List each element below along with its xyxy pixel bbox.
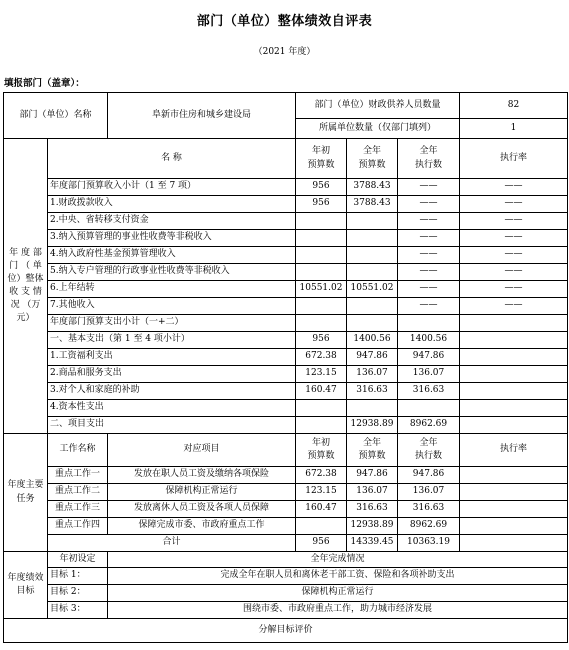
budget-row-name: 2.中央、省转移支付资金 <box>48 213 296 230</box>
task-row <box>4 501 568 518</box>
budget-row-full-budget <box>347 298 398 315</box>
budget-row-name: 二、项目支出 <box>48 417 296 434</box>
budget-row-full-budget: 1400.56 <box>347 332 398 349</box>
budget-row-full-exec: —— <box>398 196 460 213</box>
tasks-total-label: 合计 <box>48 535 296 552</box>
budget-row-full-budget: 947.86 <box>347 349 398 366</box>
budget-row <box>4 213 568 230</box>
budget-row-rate: —— <box>460 230 568 247</box>
budget-row-full-exec: —— <box>398 281 460 298</box>
task-rate <box>460 518 568 535</box>
budget-row-initial <box>296 298 347 315</box>
budget-col-initial: 年初 预算数 <box>296 139 347 179</box>
goals-col-done: 全年完成情况 <box>108 552 568 568</box>
dept-name-value: 阜新市住房和城乡建设局 <box>108 93 296 139</box>
budget-row-full-exec: —— <box>398 264 460 281</box>
budget-row-initial <box>296 213 347 230</box>
goal-row <box>4 585 568 602</box>
budget-row-name: 2.商品和服务支出 <box>48 366 296 383</box>
budget-row-full-budget: 10551.02 <box>347 281 398 298</box>
task-row <box>4 484 568 501</box>
tasks-col-initial: 年初 预算数 <box>296 434 347 467</box>
budget-row-full-exec: —— <box>398 247 460 264</box>
budget-row-initial: 123.15 <box>296 366 347 383</box>
task-row <box>4 467 568 484</box>
evaluation-table <box>3 92 567 643</box>
budget-row <box>4 349 568 366</box>
goal-label: 目标 2： <box>48 585 108 602</box>
budget-row-full-exec: 8962.69 <box>398 417 460 434</box>
tasks-col-task: 工作名称 <box>48 434 108 467</box>
task-item: 保障完成市委、市政府重点工作 <box>108 518 296 535</box>
dept-name-label: 部门（单位）名称 <box>4 93 108 139</box>
tasks-col-full-budget: 全年 预算数 <box>347 434 398 467</box>
budget-col-name: 名 称 <box>48 139 296 179</box>
budget-row-initial <box>296 230 347 247</box>
budget-row-rate <box>460 332 568 349</box>
budget-row-rate <box>460 349 568 366</box>
budget-row-initial <box>296 400 347 417</box>
budget-row-initial: 956 <box>296 196 347 213</box>
budget-row-rate <box>460 315 568 332</box>
task-item: 发放在职人员工资及缴纳各项保险 <box>108 467 296 484</box>
budget-row-full-budget <box>347 400 398 417</box>
header-row-1 <box>4 93 568 119</box>
budget-row <box>4 400 568 417</box>
budget-row-name: 3.纳入预算管理的事业性收费等非税收入 <box>48 230 296 247</box>
task-full-budget: 12938.89 <box>347 518 398 535</box>
budget-row-initial <box>296 247 347 264</box>
budget-row <box>4 383 568 400</box>
budget-row <box>4 179 568 196</box>
filler-label: 填报部门（盖章）： <box>4 78 85 89</box>
task-full-exec: 316.63 <box>398 501 460 518</box>
tasks-side-label: 年度主要任务 <box>4 434 48 552</box>
task-full-budget: 136.07 <box>347 484 398 501</box>
task-item: 发放离休人员工资及各项人员保障 <box>108 501 296 518</box>
task-row <box>4 518 568 535</box>
goal-label: 目标 3： <box>48 602 108 619</box>
task-initial: 123.15 <box>296 484 347 501</box>
task-initial: 160.47 <box>296 501 347 518</box>
budget-row-rate: —— <box>460 264 568 281</box>
budget-row <box>4 281 568 298</box>
budget-row-rate: —— <box>460 213 568 230</box>
budget-col-full-exec: 全年 执行数 <box>398 139 460 179</box>
budget-row <box>4 264 568 281</box>
budget-row-full-exec: —— <box>398 179 460 196</box>
task-name: 重点工作一 <box>48 467 108 484</box>
task-name: 重点工作四 <box>48 518 108 535</box>
budget-row-initial: 672.38 <box>296 349 347 366</box>
goal-row <box>4 568 568 585</box>
budget-row-rate <box>460 417 568 434</box>
budget-row-rate <box>460 400 568 417</box>
tasks-total-rate <box>460 535 568 552</box>
budget-row-name: 1.工资福利支出 <box>48 349 296 366</box>
budget-col-rate: 执行率 <box>460 139 568 179</box>
budget-row <box>4 366 568 383</box>
budget-side-label: 年 度 部 门 （ 单 位）整体 收 支 情 况 （万元） <box>4 139 48 434</box>
tasks-total-full-exec: 10363.19 <box>398 535 460 552</box>
budget-row <box>4 315 568 332</box>
budget-row-rate: —— <box>460 179 568 196</box>
budget-row-initial <box>296 315 347 332</box>
budget-row-full-budget <box>347 315 398 332</box>
tasks-header-row <box>4 434 568 467</box>
task-initial: 672.38 <box>296 467 347 484</box>
budget-row-initial <box>296 417 347 434</box>
budget-row-name: 4.纳入政府性基金预算管理收入 <box>48 247 296 264</box>
tasks-total-initial: 956 <box>296 535 347 552</box>
budget-row <box>4 230 568 247</box>
tasks-col-full-exec: 全年 执行数 <box>398 434 460 467</box>
budget-row-full-budget <box>347 247 398 264</box>
budget-row-initial: 10551.02 <box>296 281 347 298</box>
budget-row-full-exec: —— <box>398 230 460 247</box>
budget-row-full-budget: 316.63 <box>347 383 398 400</box>
budget-row-rate: —— <box>460 196 568 213</box>
budget-row-name: 6.上年结转 <box>48 281 296 298</box>
task-full-budget: 316.63 <box>347 501 398 518</box>
task-rate <box>460 467 568 484</box>
budget-row-full-budget: 3788.43 <box>347 196 398 213</box>
budget-row-full-exec: —— <box>398 298 460 315</box>
budget-header-row <box>4 139 568 179</box>
budget-row-rate: —— <box>460 281 568 298</box>
budget-col-full-budget: 全年 预算数 <box>347 139 398 179</box>
report-year: （2021 年度） <box>253 47 316 57</box>
sub-units-value: 1 <box>460 119 568 139</box>
staff-count-value: 82 <box>460 93 568 119</box>
budget-row-full-exec: 947.86 <box>398 349 460 366</box>
goal-row <box>4 602 568 619</box>
goal-text: 围绕市委、市政府重点工作，助力城市经济发展 <box>108 602 568 619</box>
budget-row-full-exec <box>398 315 460 332</box>
task-item: 保障机构正常运行 <box>108 484 296 501</box>
budget-row-full-budget <box>347 264 398 281</box>
footer-row <box>4 619 568 643</box>
budget-row-name: 一、基本支出（第 1 至 4 项小计） <box>48 332 296 349</box>
budget-row-rate: —— <box>460 247 568 264</box>
tasks-total-full-budget: 14339.45 <box>347 535 398 552</box>
tasks-col-item: 对应项目 <box>108 434 296 467</box>
budget-row-rate <box>460 383 568 400</box>
task-name: 重点工作三 <box>48 501 108 518</box>
budget-row-name: 1.财政拨款收入 <box>48 196 296 213</box>
task-full-exec: 8962.69 <box>398 518 460 535</box>
task-rate <box>460 484 568 501</box>
budget-row-name: 5.纳入专户管理的行政事业性收费等非税收入 <box>48 264 296 281</box>
budget-row-name: 4.资本性支出 <box>48 400 296 417</box>
budget-row-name: 年度部门预算收入小计（1 至 7 项） <box>48 179 296 196</box>
task-full-budget: 947.86 <box>347 467 398 484</box>
budget-row <box>4 247 568 264</box>
tasks-col-rate: 执行率 <box>460 434 568 467</box>
goal-text: 保障机构正常运行 <box>108 585 568 602</box>
budget-row <box>4 298 568 315</box>
goals-col-plan: 年初设定 <box>48 552 108 568</box>
budget-row-rate <box>460 366 568 383</box>
budget-row-full-budget <box>347 213 398 230</box>
budget-row-full-budget: 3788.43 <box>347 179 398 196</box>
task-rate <box>460 501 568 518</box>
sub-units-label: 所属单位数量（仅部门填列） <box>296 119 460 139</box>
budget-row-full-exec <box>398 400 460 417</box>
task-initial <box>296 518 347 535</box>
staff-count-label: 部门（单位）财政供养人员数量 <box>296 93 460 119</box>
budget-row-full-exec: 1400.56 <box>398 332 460 349</box>
budget-row-initial: 160.47 <box>296 383 347 400</box>
page-title: 部门（单位）整体绩效自评表 <box>196 14 373 29</box>
budget-row <box>4 332 568 349</box>
budget-row-rate: —— <box>460 298 568 315</box>
task-name: 重点工作二 <box>48 484 108 501</box>
budget-row-name: 年度部门预算支出小计（一+二） <box>48 315 296 332</box>
task-full-exec: 136.07 <box>398 484 460 501</box>
goals-header-row <box>4 552 568 568</box>
task-full-exec: 947.86 <box>398 467 460 484</box>
budget-row <box>4 196 568 213</box>
tasks-total-row <box>4 535 568 552</box>
budget-row-full-budget <box>347 230 398 247</box>
goals-side-label: 年度绩效目标 <box>4 552 48 619</box>
budget-row-name: 3.对个人和家庭的补助 <box>48 383 296 400</box>
budget-row-full-exec: 136.07 <box>398 366 460 383</box>
budget-row-full-budget: 136.07 <box>347 366 398 383</box>
budget-row-name: 7.其他收入 <box>48 298 296 315</box>
goal-text: 完成全年在职人员和离休老干部工资、保险和各项补助支出 <box>108 568 568 585</box>
budget-row-full-budget: 12938.89 <box>347 417 398 434</box>
budget-row-full-exec: 316.63 <box>398 383 460 400</box>
budget-row-initial <box>296 264 347 281</box>
budget-row-initial: 956 <box>296 332 347 349</box>
goal-label: 目标 1： <box>48 568 108 585</box>
decompose-evaluation-label: 分解目标评价 <box>4 619 568 643</box>
budget-row <box>4 417 568 434</box>
budget-row-full-exec: —— <box>398 213 460 230</box>
budget-row-initial: 956 <box>296 179 347 196</box>
